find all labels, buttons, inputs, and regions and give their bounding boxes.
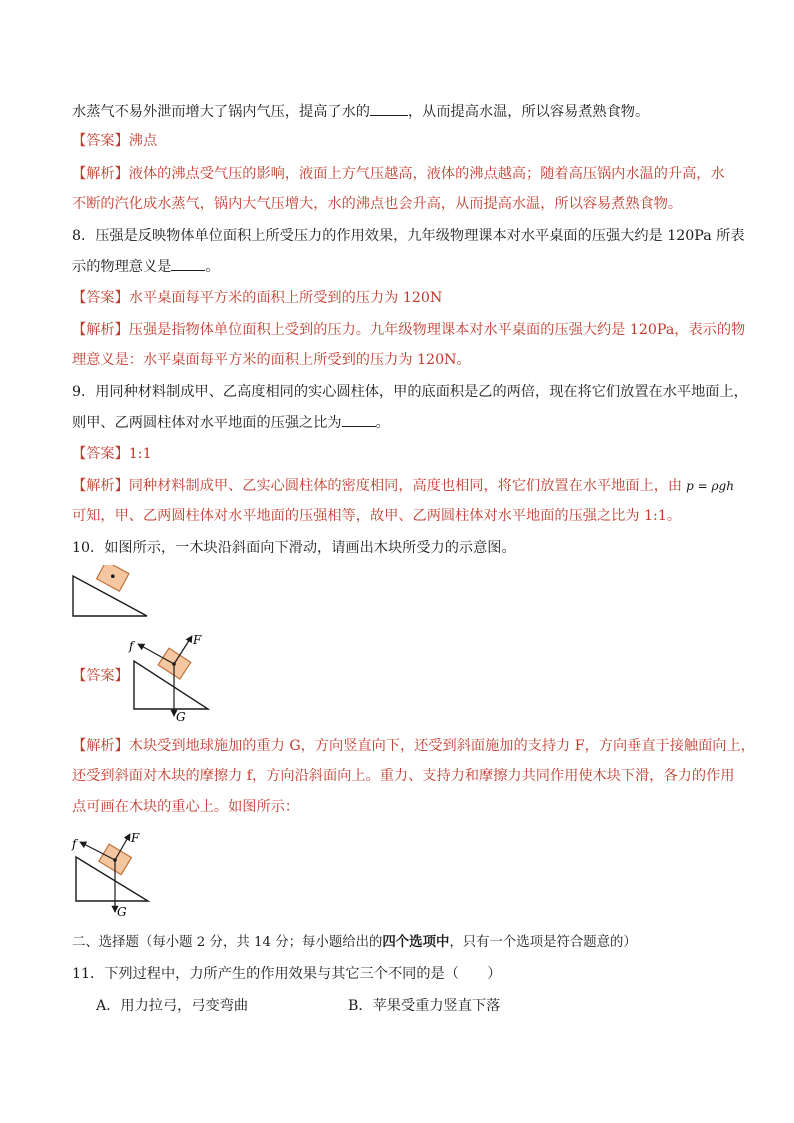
- answer-text: 沸点: [128, 133, 158, 149]
- q7-text-b: ，从而提高水温，所以容易煮熟食物。: [407, 104, 650, 120]
- q10-analysis-line3: 点可画在木块的重心上。如图所示：: [72, 799, 300, 815]
- q8-line2: [72, 256, 732, 277]
- q9-text-a: 则甲、乙两圆柱体对水平地面的压强之比为: [72, 415, 342, 431]
- q8-analysis-line2: 理意义是：水平桌面每平方米的面积上所受到的压力为 120N。: [72, 352, 471, 368]
- label-F: F: [193, 633, 202, 647]
- pressure-formula: p = ρgh: [686, 479, 734, 493]
- force-diagram-answer: [126, 630, 212, 724]
- analysis-tag: 【解析】: [72, 322, 129, 338]
- answer-tag: 【答案】: [72, 446, 129, 462]
- q8-text-b: 。: [205, 259, 220, 275]
- incline-question-figure: [70, 565, 152, 619]
- label-G: G: [117, 905, 127, 919]
- q9-blank: [342, 412, 376, 427]
- q10-line1: 10．如图所示，一木块沿斜面向下滑动，请画出木块所受力的示意图。: [72, 540, 516, 556]
- label-f: f: [129, 639, 134, 653]
- answer-text: 1:1: [128, 446, 152, 462]
- block-center-dot: [111, 574, 115, 578]
- q9-answer: [72, 444, 732, 464]
- wooden-block: [97, 565, 129, 591]
- q7-blank: [370, 101, 408, 116]
- force-diagram-analysis: [70, 826, 154, 920]
- answer-tag: 【答案】: [72, 668, 129, 684]
- q9-text-b: 。: [375, 415, 390, 431]
- q9-analysis-line1: [72, 476, 732, 496]
- section2-title-a: 二、选择题（每小题 2 分，共 14 分；每小题给出的: [72, 935, 383, 950]
- q11-option-a: A．用力拉弓，弓变弯曲: [96, 998, 249, 1014]
- section2-title-bold: 四个选项中: [382, 934, 450, 950]
- q9-line2: [72, 412, 732, 433]
- analysis-text: 木块受到地球施加的重力 G，方向竖直向下，还受到斜面施加的支持力 F，方向垂直于接触面向上，: [128, 738, 755, 754]
- q9-analysis-line2: 可知，甲、乙两圆柱体对水平地面的压强相等，故甲、乙两圆柱体对水平地面的压强之比为 1:1。: [72, 508, 682, 524]
- q11-option-b: B．苹果受重力竖直下落: [348, 998, 501, 1014]
- analysis-text: 液体的沸点受气压的影响，液面上方气压越高，液体的沸点越高；随着高压锅内水温的升高，水: [128, 166, 725, 182]
- q10-analysis-line2: 还受到斜面对木块的摩擦力 f，方向沿斜面向上。重力、支持力和摩擦力共同作用使木块下滑，各力的作用: [72, 768, 735, 784]
- label-G: G: [176, 710, 186, 724]
- analysis-text: 压强是指物体单位面积上受到的压力。九年级物理课本对水平桌面的压强大约是 120Pa，表示的物: [128, 322, 746, 338]
- q8-line1: 8．压强是反映物体单位面积上所受压力的作用效果，九年级物理课本对水平桌面的压强大约是 120Pa 所表: [72, 228, 745, 244]
- q7-analysis-line2: 不断的汽化成水蒸气，锅内大气压增大，水的沸点也会升高，从而提高水温，所以容易煮熟食物。: [72, 196, 683, 212]
- q7-text-a: 水蒸气不易外泄而增大了锅内气压，提高了水的: [72, 104, 370, 120]
- analysis-tag: 【解析】: [72, 738, 129, 754]
- answer-text: 水平桌面每平方米的面积上所受到的压力为 120N: [128, 290, 443, 306]
- label-F: F: [131, 831, 140, 845]
- label-f: f: [72, 837, 77, 851]
- section2-title-b: ，只有一个选项是符合题意的）: [449, 935, 637, 950]
- q8-analysis-line1: [72, 320, 746, 340]
- q8-answer: [72, 288, 732, 308]
- analysis-tag: 【解析】: [72, 166, 129, 182]
- q9-line1: 9．用同种材料制成甲、乙高度相同的实心圆柱体，甲的底面积是乙的两倍，现在将它们放置在水平地面上，: [72, 384, 748, 400]
- q7-analysis-line1: [72, 164, 732, 184]
- q8-text-a: 示的物理意义是: [72, 259, 172, 275]
- section2-title: [72, 932, 732, 953]
- answer-tag: 【答案】: [72, 290, 129, 306]
- analysis-tag: 【解析】: [72, 478, 129, 494]
- q10-answer-tag-line: [72, 666, 132, 686]
- q11-line1: 11．下列过程中，力所产生的作用效果与其它三个不同的是（ ）: [72, 966, 502, 982]
- answer-tag: 【答案】: [72, 133, 129, 149]
- q7-line1: [72, 101, 732, 122]
- q7-answer: [72, 131, 732, 151]
- analysis-text: 同种材料制成甲、乙实心圆柱体的密度相同，高度也相同，将它们放置在水平地面上，由: [128, 478, 683, 494]
- q10-analysis-line1: [72, 736, 755, 756]
- q8-blank: [171, 256, 205, 271]
